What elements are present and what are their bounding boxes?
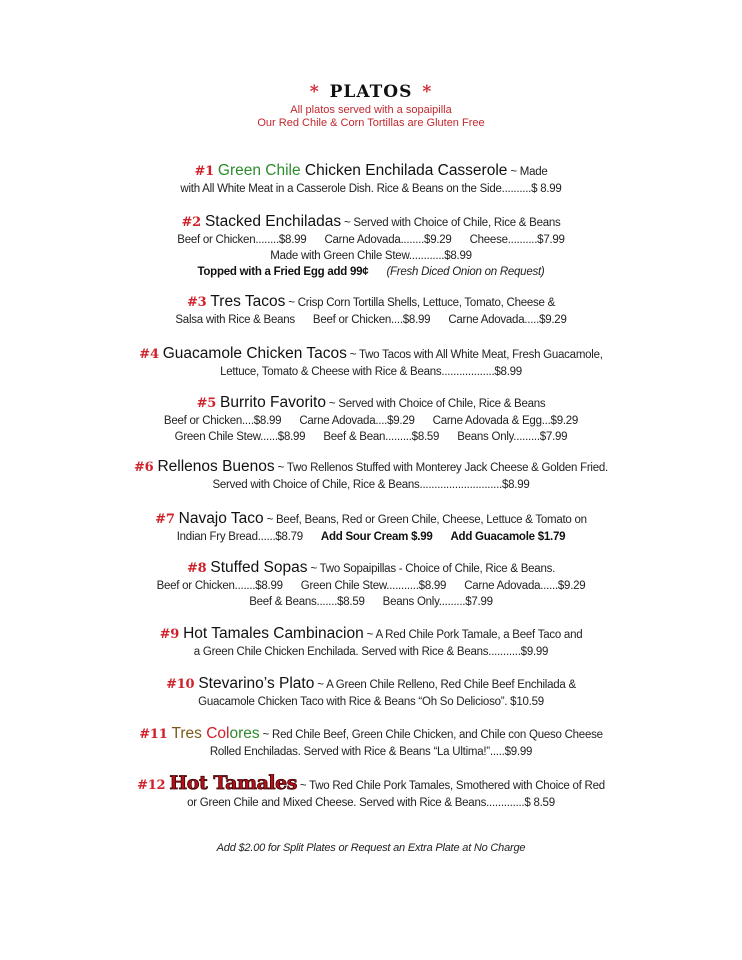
item-heading (0, 293, 742, 312)
item-detail-line (0, 578, 742, 594)
item-detail: Rolled Enchiladas. Served with Rice & Beans “La Ultima!”.....$9.99 (209, 746, 533, 758)
item-description: ~ Two Sopaipillas - Choice of Chile, Rice & Beans. (307, 563, 556, 575)
item-detail: Lettuce, Tomato & Cheese with Rice & Beans..................$8.99 (220, 366, 522, 378)
star-icon: * (422, 82, 433, 102)
item-number: #3 (186, 295, 207, 310)
item-detail: Topped with a Fried Egg add 99¢ (197, 266, 369, 278)
item-detail: Carne Adovada & Egg...$9.29 (432, 415, 579, 427)
item-detail: Beef or Chicken....$8.99 (163, 415, 282, 427)
item-description: ~ Crisp Corn Tortilla Shells, Lettuce, Tomato, Cheese & (285, 297, 556, 309)
item-number: #1 (194, 164, 214, 179)
menu-item (0, 625, 742, 660)
item-name: Tres Tacos (210, 293, 286, 310)
item-detail: Served with Choice of Chile, Rice & Beans............................$8.99 (212, 479, 530, 491)
item-detail-line (0, 477, 742, 493)
item-name: Burrito Favorito (220, 394, 326, 411)
item-detail-line (0, 529, 742, 545)
item-name: Stevarino’s Plato (198, 675, 315, 692)
item-detail-line (0, 594, 742, 610)
item-description: ~ Red Chile Beef, Green Chile Chicken, and Chile con Queso Cheese (259, 729, 603, 741)
item-name: Navajo Taco (178, 510, 264, 527)
item-detail: with All White Meat in a Casserole Dish. Rice & Beans on the Side..........$ 8.99 (180, 183, 562, 195)
item-number: #4 (139, 347, 159, 362)
item-number: #6 (134, 460, 154, 475)
subtitle-gluten-free: Our Red Chile & Corn Tortillas are Gluten Free (257, 117, 485, 129)
item-heading (0, 625, 742, 644)
item-detail: Carne Adovada....$9.29 (299, 415, 415, 427)
menu-item (0, 162, 742, 197)
item-detail: Carne Adovada........$9.29 (324, 234, 452, 246)
item-detail-line (0, 795, 742, 811)
page-title (0, 82, 742, 102)
item-detail-line (0, 181, 742, 197)
item-detail: Green Chile Stew...........$8.99 (300, 580, 447, 592)
item-heading (0, 725, 742, 744)
item-heading (0, 559, 742, 578)
item-detail: Carne Adovada.....$9.29 (448, 314, 567, 326)
item-detail: Beef or Chicken....$8.99 (312, 314, 431, 326)
item-description: ~ Made (507, 166, 548, 178)
menu-item (0, 345, 742, 380)
item-detail-line (0, 264, 742, 280)
subtitle-sopaipilla: All platos served with a sopaipilla (290, 104, 452, 116)
item-detail: or Green Chile and Mixed Cheese. Served with Rice & Beans.............$ 8.59 (187, 797, 555, 809)
item-name: Tres (171, 725, 207, 742)
item-heading (0, 510, 742, 529)
item-number: #12 (137, 778, 166, 793)
item-name: ores (229, 725, 260, 742)
item-detail: Beef & Beans.......$8.59 (249, 596, 365, 608)
item-detail: Beans Only.........$7.99 (457, 431, 568, 443)
item-heading (0, 394, 742, 413)
menu-item (0, 394, 742, 445)
item-name: Rellenos Buenos (157, 458, 275, 475)
item-description: ~ Two Red Chile Pork Tamales, Smothered with Choice of Red (296, 780, 605, 792)
item-description: ~ Served with Choice of Chile, Rice & Beans (341, 217, 561, 229)
item-detail: Cheese..........$7.99 (469, 234, 565, 246)
item-detail: Carne Adovada......$9.29 (464, 580, 586, 592)
item-heading (0, 458, 742, 477)
item-detail: Add Sour Cream $.99 (320, 531, 433, 543)
item-number: #10 (166, 677, 195, 692)
item-detail: Green Chile Stew......$8.99 (174, 431, 306, 443)
item-number: #11 (139, 727, 168, 742)
item-heading (0, 213, 742, 232)
item-heading (0, 162, 742, 181)
title-text: PLATOS (329, 82, 413, 102)
menu-item (0, 559, 742, 610)
item-detail-line (0, 248, 742, 264)
menu-item (0, 293, 742, 328)
item-number: #9 (159, 627, 180, 642)
item-description: ~ Two Tacos with All White Meat, Fresh Guacamole, (346, 349, 603, 361)
item-number: #5 (196, 396, 217, 411)
menu-item (0, 774, 742, 811)
item-detail-line (0, 232, 742, 248)
item-detail: (Fresh Diced Onion on Request) (386, 266, 545, 278)
item-number: #2 (181, 215, 201, 230)
item-name: Hot Tamales Cambinacion (183, 625, 364, 642)
item-detail-line (0, 744, 742, 760)
item-detail: Add Guacamole $1.79 (450, 531, 566, 543)
star-icon: * (309, 82, 320, 102)
item-heading (0, 345, 742, 364)
item-detail-line (0, 312, 742, 328)
item-detail-line (0, 413, 742, 429)
item-heading (0, 774, 742, 795)
footer-note: Add $2.00 for Split Plates or Request an Extra Plate at No Charge (216, 842, 526, 854)
item-name: Green Chile (217, 162, 301, 179)
item-detail: Beef or Chicken........$8.99 (177, 234, 307, 246)
item-name: Stacked Enchiladas (204, 213, 342, 230)
item-detail: Beans Only.........$7.99 (382, 596, 493, 608)
item-number: #8 (186, 561, 207, 576)
item-detail: Guacamole Chicken Taco with Rice & Beans “Oh So Delicioso”. $10.59 (198, 696, 544, 708)
item-description: ~ Two Rellenos Stuffed with Monterey Jack Cheese & Golden Fried. (274, 462, 608, 474)
item-detail-line (0, 694, 742, 710)
item-name: Hot Tamales (169, 772, 297, 794)
menu-item (0, 458, 742, 493)
item-description: ~ Beef, Beans, Red or Green Chile, Cheese, Lettuce & Tomato on (263, 514, 587, 526)
menu-item (0, 213, 742, 280)
item-description: ~ Served with Choice of Chile, Rice & Beans (325, 398, 546, 410)
item-name: Guacamole Chicken Tacos (162, 345, 347, 362)
item-detail: Made with Green Chile Stew............$8.99 (270, 250, 472, 262)
item-number: #7 (155, 512, 175, 527)
item-name: Col (206, 725, 230, 742)
item-description: ~ A Green Chile Relleno, Red Chile Beef Enchilada & (314, 679, 576, 691)
menu-item (0, 510, 742, 545)
item-detail-line (0, 644, 742, 660)
item-detail: Indian Fry Bread......$8.79 (176, 531, 303, 543)
item-detail-line (0, 364, 742, 380)
item-detail: Beef & Bean.........$8.59 (323, 431, 440, 443)
item-detail: a Green Chile Chicken Enchilada. Served with Rice & Beans...........$9.99 (193, 646, 549, 658)
item-description: ~ A Red Chile Pork Tamale, a Beef Taco and (363, 629, 583, 641)
menu-item (0, 675, 742, 710)
menu-item (0, 725, 742, 760)
item-name: Stuffed Sopas (210, 559, 308, 576)
item-detail: Beef or Chicken.......$8.99 (156, 580, 283, 592)
item-heading (0, 675, 742, 694)
item-detail-line (0, 429, 742, 445)
item-name: Chicken Enchilada Casserole (300, 162, 508, 179)
item-detail: Salsa with Rice & Beans (175, 314, 295, 326)
